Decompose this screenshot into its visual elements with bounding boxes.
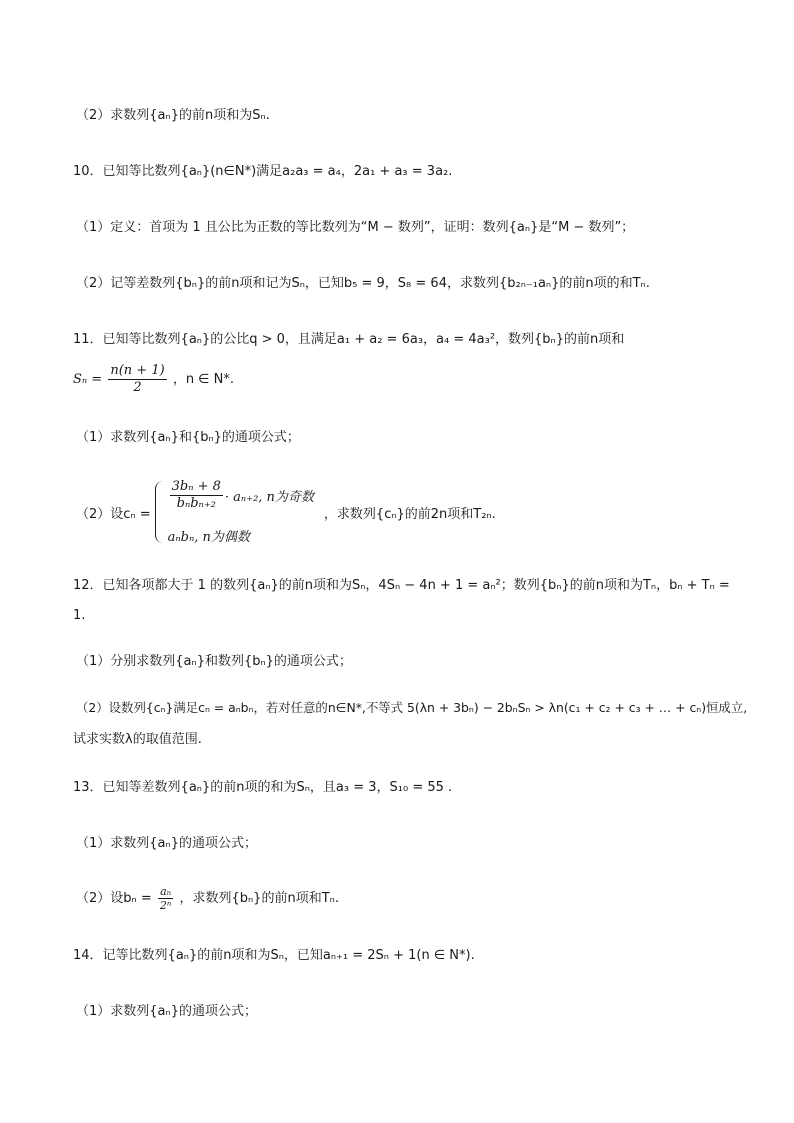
bn-question: ，求数列{bₙ}的前n项和Tₙ. (179, 891, 339, 906)
cn-question: ，求数列{cₙ}的前2n项和T₂ₙ. (323, 506, 496, 522)
q11-part2 (76, 477, 496, 547)
cn-case-even: aₙbₙ, n为偶数 (167, 530, 250, 545)
bn-denominator: 2ⁿ (159, 899, 172, 912)
cn-case1-numerator: 3bₙ + 8 (171, 479, 221, 494)
q9-part2: （2）求数列{aₙ}的前n项和为Sₙ. (76, 108, 270, 123)
q13-part1: （1）求数列{aₙ}的通项公式； (76, 836, 257, 851)
cn-label: （2）设cₙ = (76, 506, 151, 522)
left-brace (155, 481, 164, 543)
sn-numerator: n(n + 1) (110, 363, 165, 378)
cn-case1-denominator: bₙbₙ₊₂ (176, 496, 216, 511)
sn-denominator: 2 (133, 380, 142, 395)
q11-part1: （1）求数列{aₙ}和{bₙ}的通项公式； (76, 430, 300, 445)
cn-case1-tail: · aₙ₊₂, n为奇数 (224, 490, 314, 505)
cn-cases (168, 479, 314, 545)
sn-fraction (108, 363, 166, 396)
q13-stem: 13．已知等差数列{aₙ}的前n项的和为Sₙ，且a₃ = 3，S₁₀ = 55 . (73, 780, 453, 795)
q11-sn-formula (73, 362, 754, 398)
q12-part2-cont: 试求实数λ的取值范围. (73, 732, 202, 747)
q12-part1: （1）分别求数列{aₙ}和数列{bₙ}的通项公式； (76, 654, 352, 669)
q12-stem-cont: 1. (73, 608, 86, 623)
q11-stem: 11．已知等比数列{aₙ}的公比q > 0，且满足a₁ + a₂ = 6a₃，a₄ = 4a₃²，数列{bₙ}的前n项和 (73, 332, 625, 347)
cn-case1-fraction (170, 479, 223, 512)
q14-stem: 14．记等比数列{aₙ}的前n项和为Sₙ，已知aₙ₊₁ = 2Sₙ + 1(n ∈ N*). (73, 948, 475, 963)
bn-numerator: aₙ (158, 885, 173, 899)
q14-part1: （1）求数列{aₙ}的通项公式； (76, 1004, 257, 1019)
cn-case-odd (168, 479, 314, 512)
q13-part2 (76, 882, 754, 916)
q10-part2: （2）记等差数列{bₙ}的前n项和记为Sₙ，已知b₅ = 9，S₈ = 64，求数列{b₂ₙ₋₁aₙ}的前n项的和Tₙ. (76, 276, 650, 291)
bn-label: （2）设bₙ = (76, 891, 152, 906)
q10-part1: （1）定义：首项为 1 且公比为正数的等比数列为“M − 数列”，证明：数列{aₙ}是“M − 数列”； (76, 220, 635, 235)
q12-stem: 12．已知各项都大于 1 的数列{aₙ}的前n项和为Sₙ，4Sₙ − 4n + 1 = aₙ²；数列{bₙ}的前n项和为Tₙ，bₙ + Tₙ = (73, 578, 730, 593)
q12-part2: （2）设数列{cₙ}满足cₙ = aₙbₙ，若对任意的n∈N*,不等式 5(λn + 3bₙ) − 2bₙSₙ > λn(c₁ + c₂ + c₃ + … + cₙ)恒成立, (76, 700, 748, 715)
sn-condition: ，n ∈ N*. (172, 372, 234, 387)
sn-label: Sₙ = (73, 372, 103, 387)
bn-fraction (158, 885, 173, 912)
q10-stem: 10．已知等比数列{aₙ}(n∈N*)满足a₂a₃ = a₄，2a₁ + a₃ = 3a₂. (73, 164, 453, 179)
